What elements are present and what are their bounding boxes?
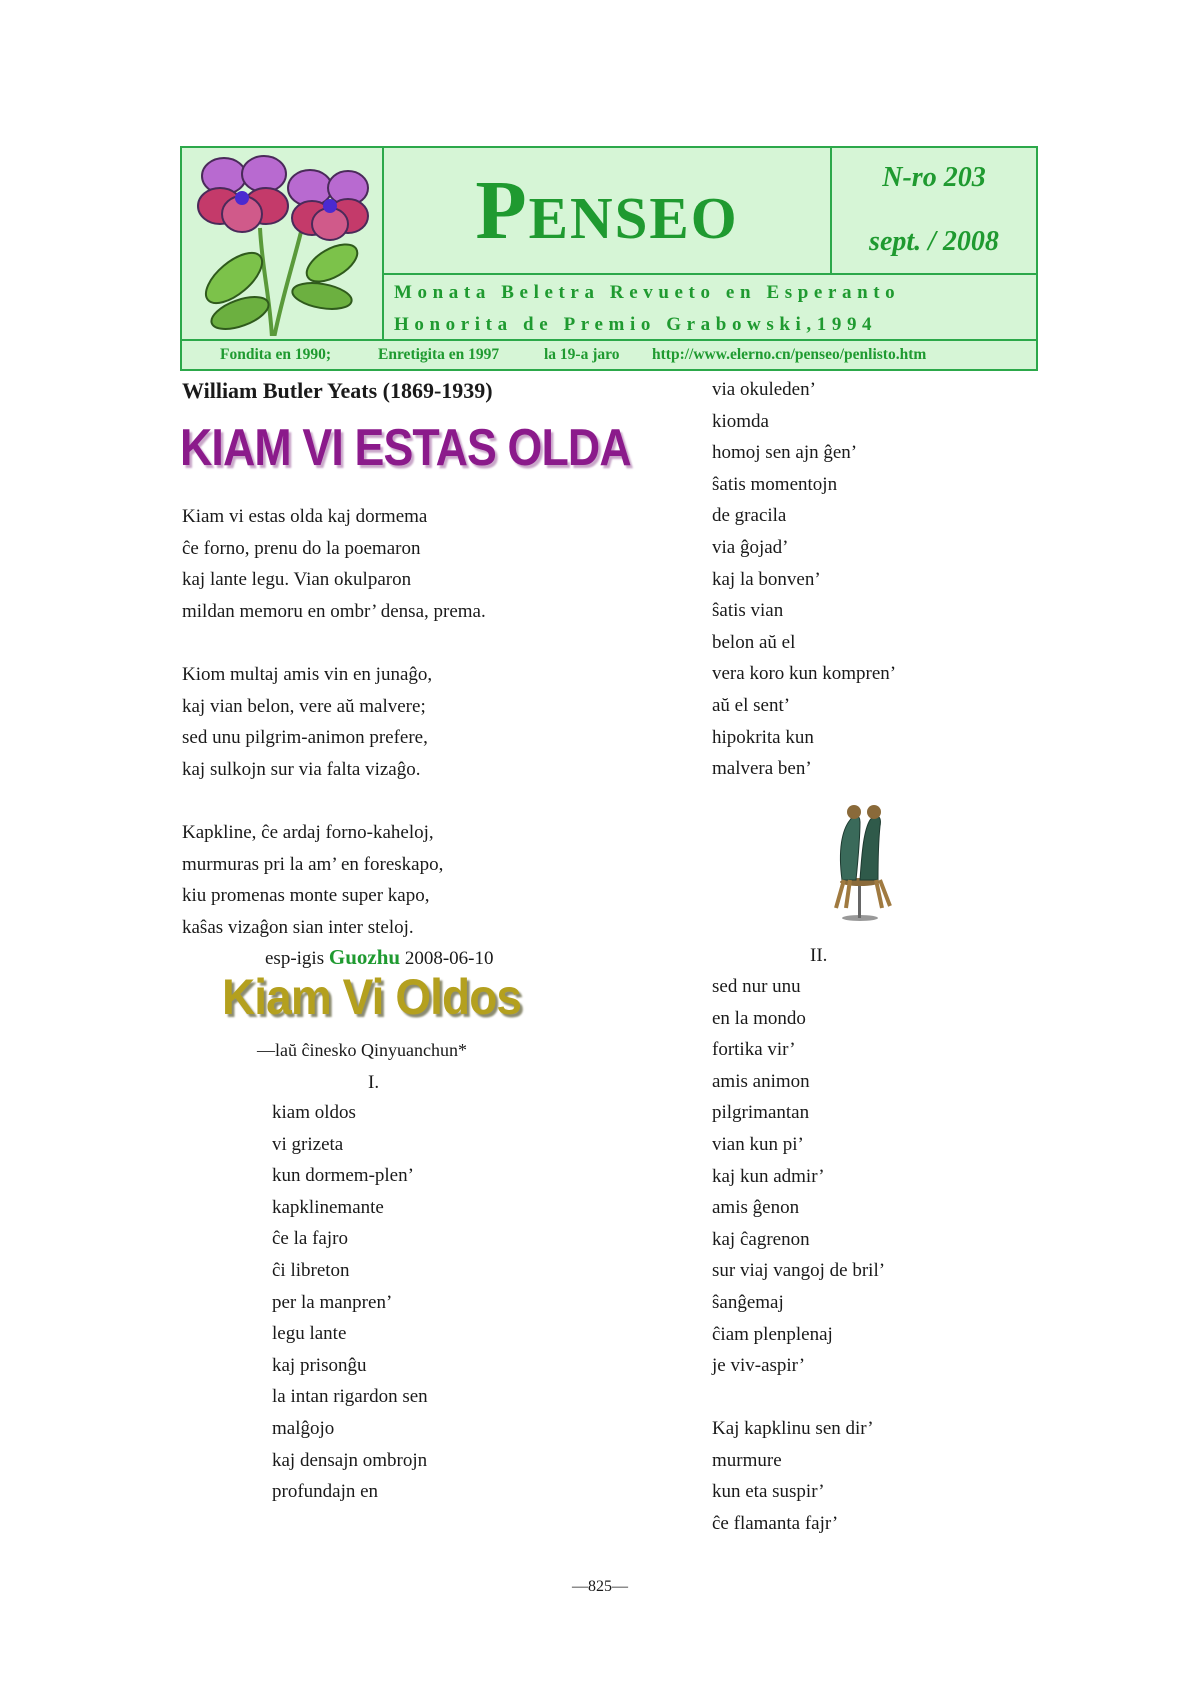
poem-line: belon aŭ el [712,631,796,653]
poem-line: kaj vian belon, vere aŭ malvere; [182,695,426,717]
poem-line: ĉe la fajro [272,1228,348,1250]
poem-line: sed nur unu [712,976,801,997]
poem-line: legu lante [272,1323,347,1345]
poem-line: Kiom multaj amis vin en junaĝo, [182,664,433,685]
page-number: —825— [572,1578,628,1595]
poem-line: mildan memoru en ombr’ densa, prema. [182,600,486,622]
issue-box [830,148,1036,275]
section-2-label: II. [810,945,828,966]
poem-line: je viv-aspir’ [712,1355,806,1377]
masthead-logo [182,148,384,339]
poem-line: via okuleden’ [712,379,816,400]
poem-line: Kaj kapklinu sen dir’ [712,1418,874,1439]
website-link[interactable]: http://www.elerno.cn/penseo/penlisto.htm [652,346,927,363]
poem-line: kaŝas vizaĝon sian inter steloj. [182,916,414,938]
poem-line: kaj prisonĝu [272,1354,367,1376]
poem-line: per la manpren’ [272,1291,393,1313]
poem-line: amis ĝenon [712,1197,800,1219]
masthead-subtitle-2: Honorita de Premio Grabowski,1994 [394,314,878,335]
poem-line: vera koro kun kompren’ [712,663,897,685]
poem-line: ĉe flamanta fajr’ [712,1512,839,1534]
poem-line: ĉi libreton [272,1260,350,1281]
poem-line: kun dormem-plen’ [272,1165,414,1187]
poem-line: murmure [712,1449,782,1471]
poem-line: kaj sulkojn sur via falta vizaĝo. [182,758,421,780]
poem-line: homoj sen ajn ĝen’ [712,442,858,464]
poem-line: ĉiam plenplenaj [712,1323,833,1345]
poem-line: amis animon [712,1070,810,1092]
translator-prefix: esp-igis [265,948,325,969]
poem-line: kaj kun admir’ [712,1165,825,1187]
poem-line: sur viaj vangoj de bril’ [712,1260,886,1282]
masthead-footer [182,339,1036,369]
poem-line: sed unu pilgrim-animon prefere, [182,727,428,748]
magazine-title: Penseo [384,148,830,275]
poem-line: malĝojo [272,1418,335,1439]
year-count-text: la 19-a jaro [544,346,620,363]
poem-line: kaj la bonven’ [712,568,821,590]
poem-line: vi grizeta [272,1133,344,1155]
poem-line: kun eta suspir’ [712,1481,825,1503]
poem-line: de gracila [712,505,787,527]
poem-line: kaj densajn ombrojn [272,1449,428,1471]
poem-line: la intan rigardon sen [272,1386,428,1408]
poem-line: kapklinemante [272,1196,384,1218]
couple-statue-icon [820,800,902,922]
poem-line: murmuras pri la am’ en foreskapo, [182,853,444,875]
translator-name: Guozhu [328,945,401,969]
poem-line: kiam oldos [272,1102,356,1123]
poem-line: fortika vir’ [712,1039,796,1061]
poem-line: kiu promenas monte super kapo, [182,885,430,906]
poem-line: hipokrita kun [712,726,814,748]
section-1-label: I. [368,1072,380,1093]
poem-line: malvera ben’ [712,758,812,780]
poem-line: ŝanĝemaj [712,1292,784,1313]
poem-line: Kapkline, ĉe ardaj forno-kaheloj, [182,822,434,843]
poem-line: kaj ĉagrenon [712,1228,810,1250]
founded-text: Fondita en 1990; [220,346,332,363]
poem-line: ĉe forno, prenu do la poemaron [182,537,421,559]
masthead-subtitle-1: Monata Beletra Revueto en Esperanto [394,282,901,303]
poem-line: kaj lante legu. Vian okulparon [182,569,412,590]
poem-line: kiomda [712,410,769,432]
translator-date: 2008-06-10 [404,948,494,969]
poem-line: Kiam vi estas olda kaj dormema [182,506,428,527]
issue-number: N-ro 203 [882,162,986,193]
poem-line: aŭ el sent’ [712,695,791,716]
poem-line: ŝatis vian [712,600,784,622]
poem-line: en la mondo [712,1007,806,1029]
pansy-flower-icon [182,148,380,336]
poem1-title: KIAM VI ESTAS OLDA [180,419,631,477]
poem-line: pilgrimantan [712,1102,810,1124]
poem-line: profundajn en [272,1481,379,1503]
issue-date: sept. / 2008 [869,226,999,257]
poem2-title: Kiam Vi Oldos [222,969,522,1025]
poem2-subtitle: —laŭ ĉinesko Qinyuanchun* [257,1040,467,1060]
poem-line: ŝatis momentojn [712,473,838,495]
translator-line [265,945,493,970]
registered-text: Enretigita en 1997 [378,346,500,363]
poem-line: vian kun pi’ [712,1134,804,1155]
poem-line: via ĝojad’ [712,537,789,558]
poem1-author: William Butler Yeats (1869-1939) [182,378,493,403]
masthead [180,146,1038,371]
